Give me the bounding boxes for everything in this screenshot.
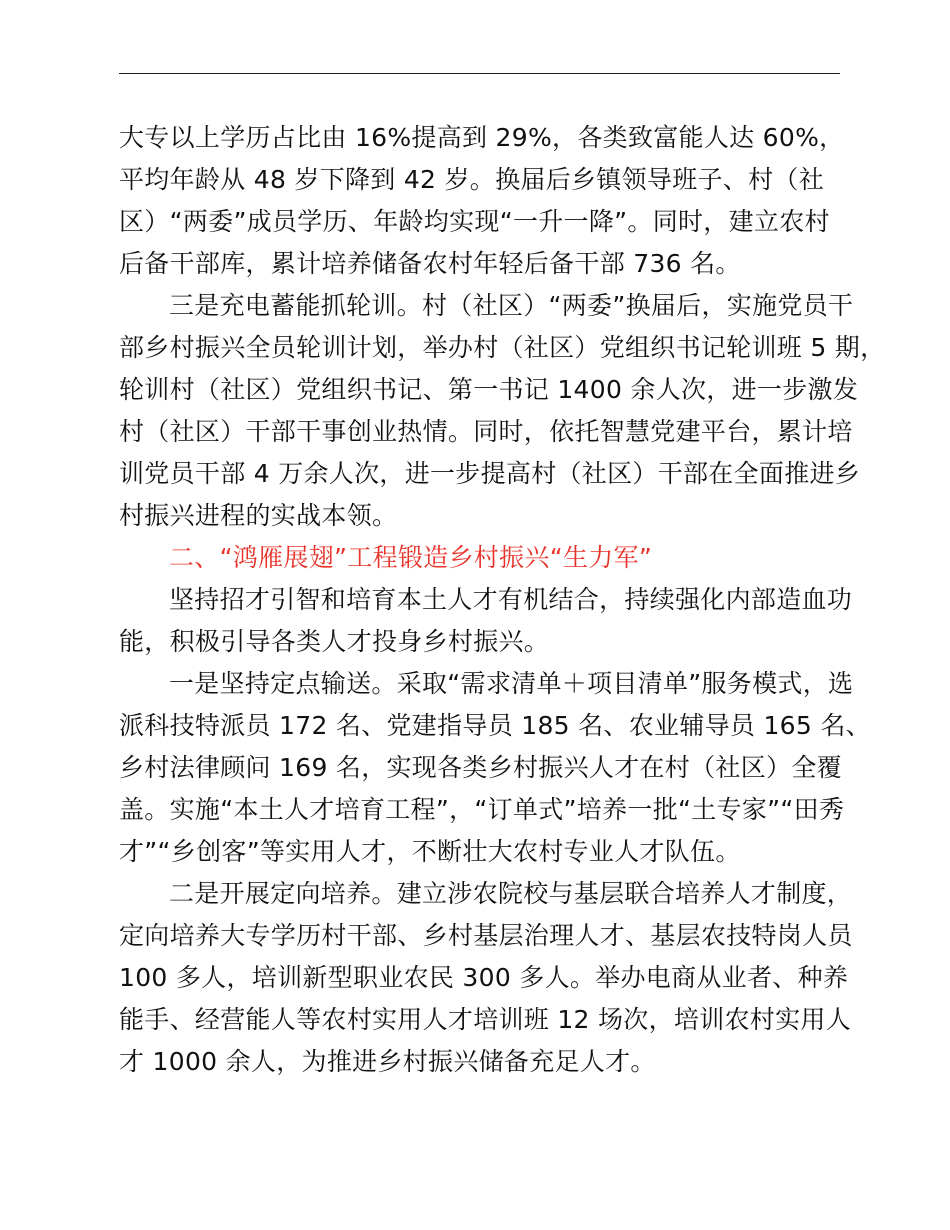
text-line: 大专以上学历占比由 16%提高到 29%，各类致富能人达 60%，	[119, 123, 845, 152]
text-line: 区）“两委”成员学历、年龄均实现“一升一降”。同时，建立农村	[119, 207, 830, 236]
text-line: 村（社区）干部干事创业热情。同时，依托智慧党建平台，累计培	[119, 417, 853, 446]
text-line: 才 1000 余人，为推进乡村振兴储备充足人才。	[119, 1047, 656, 1076]
text-line: 能手、经营能人等农村实用人才培训班 12 场次，培训农村实用人	[119, 1005, 852, 1034]
text-line: 平均年龄从 48 岁下降到 42 岁。换届后乡镇领导班子、村（社	[119, 165, 825, 194]
text-line: 派科技特派员 172 名、党建指导员 185 名、农业辅导员 165 名、	[119, 711, 871, 740]
text-line: 训党员干部 4 万余人次，进一步提高村（社区）干部在全面推进乡	[119, 459, 861, 488]
text-line: 100 多人，培训新型职业农民 300 多人。举办电商从业者、种养	[119, 963, 849, 992]
text-line: 后备干部库，累计培养储备农村年轻后备干部 736 名。	[119, 249, 741, 278]
document-body	[119, 117, 886, 1083]
text-line: 轮训村（社区）党组织书记、第一书记 1400 余人次，进一步激发	[119, 375, 859, 404]
text-line: 部乡村振兴全员轮训计划，举办村（社区）党组织书记轮训班 5 期，	[119, 333, 886, 362]
text-line: 三是充电蓄能抓轮训。村（社区）“两委”换届后，实施党员干	[169, 291, 854, 320]
text-line: 定向培养大专学历村干部、乡村基层治理人才、基层农技特岗人员	[119, 921, 853, 950]
text-line: 坚持招才引智和培育本土人才有机结合，持续强化内部造血功	[169, 585, 853, 614]
section-heading: 二、“鸿雁展翅”工程锻造乡村振兴“生力军”	[169, 543, 653, 572]
text-line: 乡村法律顾问 169 名，实现各类乡村振兴人才在村（社区）全覆	[119, 753, 842, 782]
text-line: 二是开展定向培养。建立涉农院校与基层联合培养人才制度，	[169, 879, 853, 908]
header-rule	[119, 73, 840, 74]
text-line: 村振兴进程的实战本领。	[119, 501, 398, 530]
text-line: 盖。实施“本土人才培育工程”，“订单式”培养一批“土专家”“田秀	[119, 795, 845, 824]
text-line: 一是坚持定点输送。采取“需求清单＋项目清单”服务模式，选	[169, 669, 854, 698]
text-line: 才”“乡创客”等实用人才，不断壮大农村专业人才队伍。	[119, 837, 741, 866]
text-line: 能，积极引导各类人才投身乡村振兴。	[119, 627, 550, 656]
